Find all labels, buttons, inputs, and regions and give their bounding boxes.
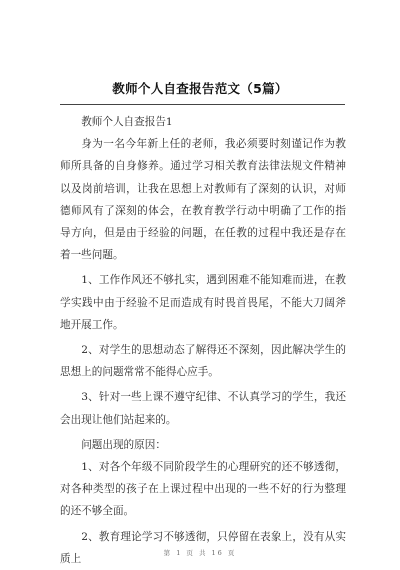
body-paragraph: 3、针对一些上课不遵守纪律、不认真学习的学生，我还会出现让他们站起来的。 — [60, 391, 346, 426]
body-paragraph: 问题出现的原因： — [81, 438, 166, 451]
section-heading: 教师个人自查报告1 — [81, 116, 173, 128]
document-body — [60, 111, 346, 570]
body-paragraph: 2、教育理论学习不够透彻，只停留在表象上，没有从实质上 — [60, 530, 346, 565]
title-divider — [60, 104, 345, 105]
body-paragraph: 身为一名今年新上任的老师，我必须要时刻谨记作为教师所具备的自身修养。通过学习相关教育法律法规文件精神以及岗前培训，让我在思想上对教师有了深刻的认识，对师德师风有了深刻的体会，在教育教学行动中明确了工作的指导方向，但是由于经验的问题，在任教的过程中我还是存在着一些问题。 — [60, 138, 346, 262]
body-paragraph: 1、工作作风还不够扎实，遇到困难不能知难而进，在教学实践中由于经验不足而造成有时畏首畏尾，不能大刀阔斧地开展工作。 — [60, 274, 346, 331]
page-footer: 第 1 页 共 16 页 — [163, 549, 237, 557]
body-paragraph: 1、对各个年级不同阶段学生的心理研究的还不够透彻，对各种类型的孩子在上课过程中出现的一些不好的行为整理的还不够全面。 — [60, 461, 346, 518]
body-paragraph: 2、对学生的思想动态了解得还不深刻，因此解决学生的思想上的问题常常不能得心应手。 — [60, 344, 346, 379]
document-title: 教师个人自查报告范文（5篇） — [112, 81, 288, 96]
